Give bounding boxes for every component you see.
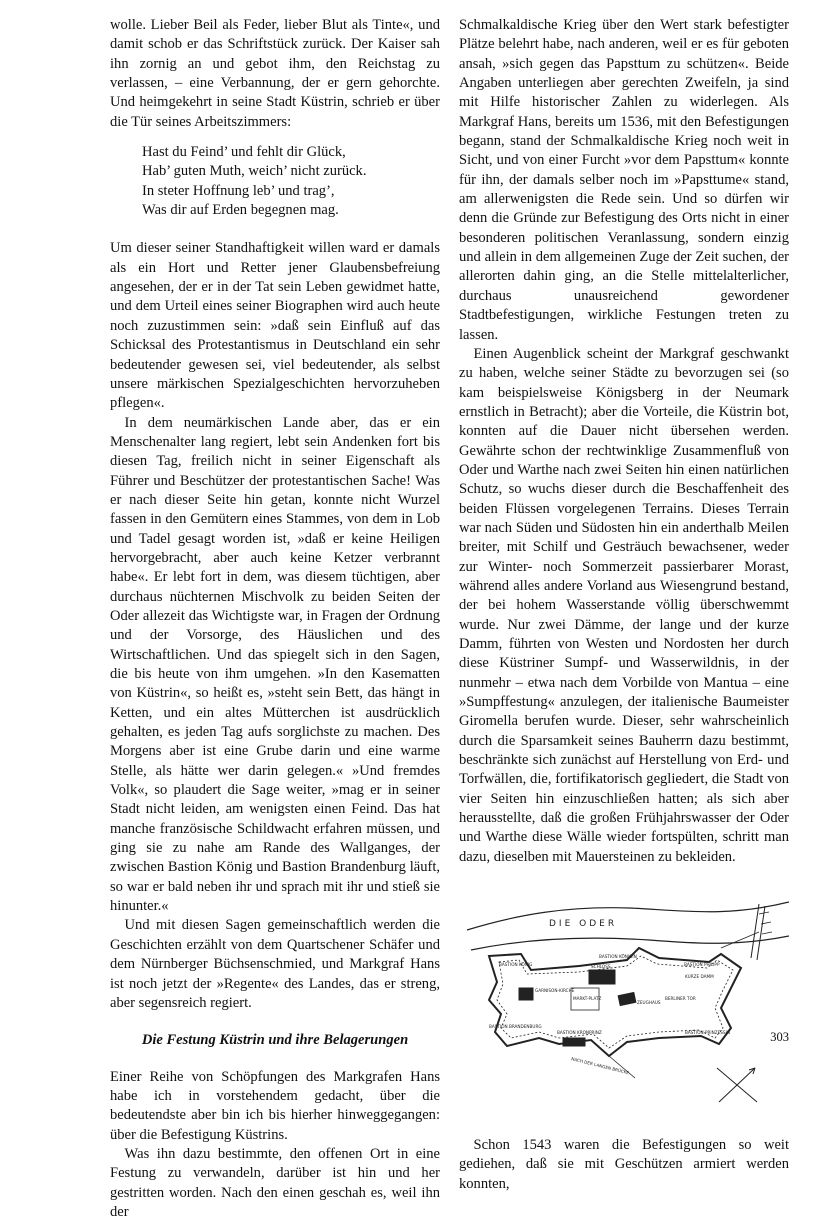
section-heading: Die Festung Küstrin und ihre Belagerungen: [141, 1032, 409, 1049]
bastion-label: BASTION PHILIPP: [684, 962, 720, 968]
paragraph: Schon 1543 waren die Befestigungen so weit gediehen, daß sie mit Geschützen armiert werden konnten,: [459, 1137, 789, 1192]
river-bank-north: [467, 902, 789, 930]
bastion-label: BASTION KÖNIGIN: [599, 954, 637, 960]
left-column: [110, 16, 440, 1222]
poem-line: Was dir auf Erden begegnen mag.: [142, 202, 339, 219]
paragraph: Was ihn dazu bestimmte, den offenen Ort in eine Festung zu verwandeln, darüber ist hin und her gestritten worden. Nach den einen geschah es, weil ihn der: [110, 1145, 440, 1220]
gate-block: [563, 1038, 585, 1046]
paragraph: Und mit diesen Sagen gemeinschaftlich werden die Geschichten erzählt von dem Quartschener Schäfer und dem Nürnberger Büchsenschmied, und Markgraf Hans ist noch jetzt der »Regente« des Landes, das er streng, aber segensreich regiert.: [110, 917, 440, 1011]
paragraph: Um dieser seiner Standhaftigkeit willen ward er damals als ein Hort und Retter jener Glaubensbefreiung angesehen, der er in der Tat sein Leben gewidmet hatte, und dem Urteil eines seiner Biographen wird auch heute noch zuzustimmen sein: »daß sein Einfluß auf das Schicksal des Protestantismus in Deutschland ein sehr bedeutender gewesen sei, viel bedeutender, als selbst unsere märkischen Spezialgeschichten hervorzuheben pflegen«.: [110, 240, 440, 412]
poem-line: Hast du Feind’ und fehlt dir Glück,: [142, 144, 346, 161]
bastion-label: BASTION PRINZESSIN: [685, 1030, 730, 1036]
building-label: GARNISON-KIRCHE: [535, 988, 575, 994]
paragraph: Einen Augenblick scheint der Markgraf geschwankt zu haben, welche seiner Städte zu bevorzugen sei (so kam beispielsweise Königsberg in der Neumark ernstlich in Betracht); aber die Vorteile, die Küstrin bot, konnten auf die Dauer nicht übersehen werden. Gewährte schon der rechtwinklige Zusammenfluß von Oder und Warthe nach zwei Seiten hin einen natürlichen Schutz, so wuchs dieser durch die Beschaffenheit des beiden Flüssen vorgelegenen Terrains. Dieses Terrain war nach Süden und Südosten hin ein anderthalb Meilen breiter, mit Schilf und Gesträuch bewachsener, weder zur Winter- noch Sommerzeit passierbarer Morast, während alles andere Vorland aus Wiesengrund bestand, der bei hohem Wasserstande völlig überschwemmt wurde. Nur zwei Dämme, der lange und der kurze Damm, führten von Westen und Nordosten her durch diese Küstriner Sumpf- und Wasserwildnis, in der nunmehr – etwa nach dem Vorbilde von Mantua – eine »Sumpffestung« anzulegen, der italienische Baumeister Giromella berufen wurde. Dieser, sehr wahrscheinlich durch die Sparsamkeit seines Bauherrn dazu bestimmt, beschränkte sich zunächst auf Herstellung von Erd- und Torfwällen, die, fortifikatorisch gegliedert, die Stadt von vier Seiten hin einzuschließen hatten; als sich aber herausstellte, daß die großen Frühjahrswasser der Oder und Warthe diese Wälle wieder fortspülten, schritt man dazu, dieselben mit Mauersteinen zu bekleiden.: [459, 345, 789, 865]
building-label: MARKT-PLATZ: [573, 996, 602, 1002]
building-label: SCHLOSS: [591, 964, 611, 970]
poem-line: In steter Hoffnung leb’ und trag’,: [142, 182, 335, 199]
paragraph: Einer Reihe von Schöpfungen des Markgrafen Hans habe ich in vorstehendem gedacht, über die bedeutendste aber bin ich bis hierher hinweggegangen: über die Befestigung Küstrins.: [110, 1068, 440, 1143]
paragraph: wolle. Lieber Beil als Feder, lieber Blut als Tinte«, und damit schob er das Schriftstück zurück. Der Kaiser sah ihn zornig an und gebot ihm, den Reichstag zu verlassen, – eine Verbannung, der er gern gehorchte. Und heimgekehrt in seine Stadt Küstrin, schrieb er über die Tür seines Arbeitszimmers:: [110, 17, 440, 130]
bastion-label: BASTION KÖNIG: [499, 962, 533, 968]
church-block: [519, 988, 533, 1000]
bastion-label: BASTION BRANDENBURG: [489, 1024, 542, 1030]
gate-label: KURZE DAMM: [685, 974, 714, 980]
right-column: [459, 16, 789, 1194]
arsenal-block: [618, 993, 636, 1006]
river-bank-south: [471, 936, 789, 950]
road-label: NACH DER LANGEN BRÜCKE: [570, 1056, 630, 1076]
castle-block: [589, 970, 615, 984]
bastion-label: BASTION KRONPRINZ: [557, 1030, 602, 1036]
paragraph: Schmalkaldische Krieg über den Wert stark befestigter Plätze belehrt habe, nach anderen, weil er es für geboten ansah, »sich gegen das Papsttum zu schützen«. Beide Angaben unterliegen aber gerechten Zweifeln, ja sind mit Hilfe historischer Zahlen zu widerlegen. Als Markgraf Hans, bereits um 1536, mit den Befestigungen begann, stand der Schmalkaldische Krieg noch weit in Sicht, und von einer Furcht »vor dem Papsttum« konnte für ihn, der damals selber noch im »Papsttume« stand, am allerwenigsten die Rede sein. Und so dürfen wir denn die Gründe zur Befestigung des Orts nicht in einer besonderen politischen Veranlassung, sondern einzig und allein in dem allgemeinen Zuge der Zeit suchen, der allerorten dahin ging, an die Stelle mittelalterlicher, durchaus unausreichend gewordener Stadtbefestigungen, wirkliche Festungen treten zu lassen.: [459, 17, 789, 343]
fortress-map: [459, 888, 789, 1136]
compass: [717, 1068, 757, 1102]
gate-label: BERLINER TOR: [665, 996, 696, 1002]
poem-line: Hab’ guten Muth, weich’ nicht zurück.: [142, 163, 367, 180]
river-label: DIE ODER: [549, 919, 618, 930]
poem: [142, 143, 440, 220]
page-number: 303: [770, 1030, 789, 1044]
building-label: ZEUGHAUS: [637, 1000, 661, 1006]
paragraph: In dem neumärkischen Lande aber, das er ein Menschenalter lang regiert, lebt sein Andenken fort bis diesen Tag, freilich nicht in seiner Eigenschaft als Führer und Beschützer der protestantischen Sache! Was er nach dieser Seite hin getan, konnte nicht Wurzel fassen in den Gemütern eines Stammes, von dem in Lob und Tadel gesagt worden ist, »daß er keine Heiligen hervorgebracht, aber auch keine Ketzer verbrannt habe«. Er lebt fort in dem, was diesem tüchtigen, aber durchaus nüchternen Mischvolk zu beiden Seiten der Oder allezeit das Wichtigste war, in Fragen der Ordnung und der Vorsorge, des Häuslichen und des Wirtschaftlichen. Und das spiegelt sich in den Sagen, die bis heute von ihm umgehen. »In den Kasematten von Küstrin«, so heißt es, »steht sein Bett, das hängt in Ketten, und ein altes Mütterchen ist ausdrücklich gehalten, es jeden Tag aufs sorglichste zu machen. Des Morgens aber ist eine Grube darin und eine warme Stelle, als hätte wer darin gelegen.« »Und fremdes Volk«, so plaudert die Sage weiter, »mag er in seiner Stadt nicht leiden, am wenigsten einen Feind. Das hat manche französische Schildwacht erfahren müssen, und ging sie zu nahe am Rande des Wallganges, der zwischen Bastion König und Bastion Brandenburg läuft, so war er bald neben ihr und sprach mit ihr und stieß sie hinunter.«: [110, 414, 440, 915]
